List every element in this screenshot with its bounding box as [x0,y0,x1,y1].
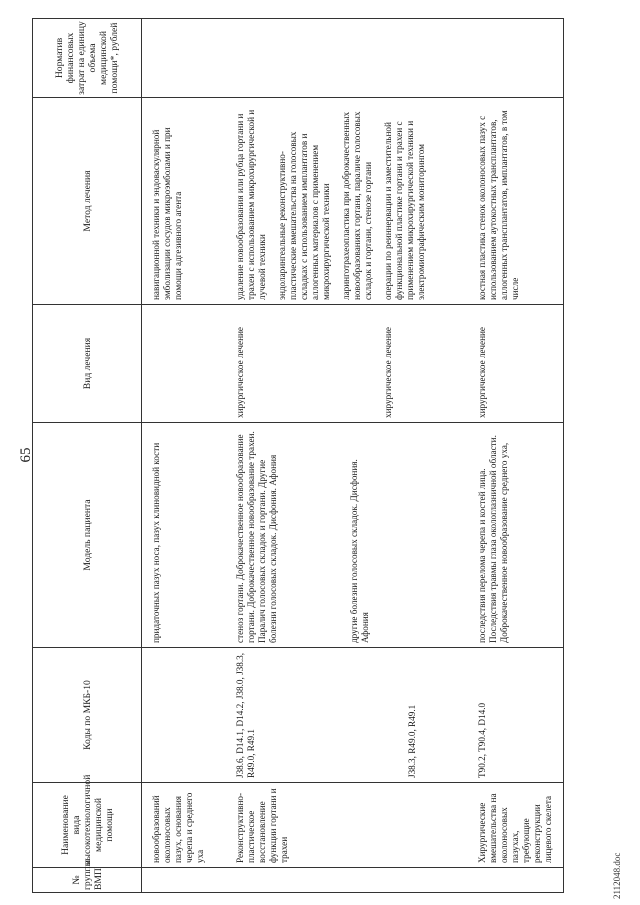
cell-patient-model [229,423,471,648]
cell-icd-codes [229,648,471,783]
cell-icd-codes [142,648,230,783]
cell-group-no [229,868,471,893]
cell-treatment-type [229,305,471,423]
spacer [246,309,383,418]
spacer [279,427,349,643]
table-row [471,19,564,893]
patient-model-text: другие болезни голосовых складок. Дисфония. Афония [349,459,370,643]
spacer [257,652,407,778]
cell-icd-codes: T90.2, T90.4, D14.0 [471,648,564,783]
cell-care-type: Хирургические вмешательства на околоносовых пазухах, требующие реконструкции лицевого скелета [471,783,564,868]
page-number: 65 [18,447,34,463]
cell-cost-norm [471,19,564,98]
icd-codes-text: J38.3, R49.0, R49.1 [407,704,417,778]
treatment-type-text: хирургическое лечение [383,327,393,418]
cell-treatment-method [229,98,471,305]
footer-filename: 2112048.doc [612,852,622,899]
header-treatment-method: Метод лечения [33,98,142,305]
cell-cost-norm [229,19,471,98]
header-cost-norm: Норматив финансовых затрат на единицу объема медицинской помощи*, рублей [33,19,142,98]
cell-treatment-method [471,98,564,305]
header-patient-model: Модель пациента [33,423,142,648]
method-text: ларинготрахеопластика при доброкачественных новообразованиях гортани, параличе голосовых складок и гортани, стенозе гортани [341,111,373,300]
cell-group-no [471,868,564,893]
cell-patient-model: придаточных пазух носа, пазух клиновидной кости [142,423,230,648]
treatment-type-text: хирургическое лечение [235,327,245,418]
cell-treatment-method [142,98,230,305]
table-row [142,19,230,893]
cell-treatment-type [142,305,230,423]
header-care-type: Наименование вида высокотехнологичной медицинской помощи [33,783,142,868]
cell-care-type: Реконструктивно-пластическое восстановление функции гортани и трахеи [229,783,471,868]
method-text: удаление новообразования или рубца гортани и трахеи с использованием микрохирургической и лучевой техники [235,109,267,300]
cell-cost-norm [142,19,230,98]
icd-codes-text: J38.6, D14.1, D14.2, J38.0, J38.3, R49.0, R49.1 [235,652,256,778]
method-text: операции по реиннервации и заместительной функциональной пластике гортани и трахеи с применением микрохирургической техники и электромиографическим мониторингом [383,120,426,300]
patient-model-text: стеноз гортани. Доброкачественное новообразование гортани. Доброкачественное новообразование трахеи. Паралич голосовых складок и гортани. Другие болезни голосовых складок. Дисфония. Афония [235,431,278,643]
table-row [229,19,471,893]
method-text: костная пластика стенок околоносовых пазух с использованием аутокостных трансплантатов, аллогенных трансплантатов, имплантатов, в том числе [477,110,520,300]
table-header-row [33,19,142,893]
cell-care-type: новообразований околоносовых пазух, основания черепа и среднего уха [142,783,230,868]
header-treatment-type: Вид лечения [33,305,142,423]
method-text: эндоларингеальные реконструктивно-пластические вмешательства на голосовых складках с использованием имплантатов и аллогенных материалов с применением микрохирургической техники [277,131,331,300]
method-text: навигационной техники и эндоваскулярной эмболизации сосудов микроэмболами и при помощи адгезивного агента [151,127,183,300]
header-icd-codes: Коды по МКБ-10 [33,648,142,783]
cell-treatment-type: хирургическое лечение [471,305,564,423]
cell-patient-model: последствия перелома черепа и костей лица. Последствия травмы глаза окологлазничной области. Доброкачественное новообразование среднего уха, [471,423,564,648]
vmp-table [32,18,564,893]
cell-group-no [142,868,230,893]
header-group-no: № группы ВМП [33,868,142,893]
